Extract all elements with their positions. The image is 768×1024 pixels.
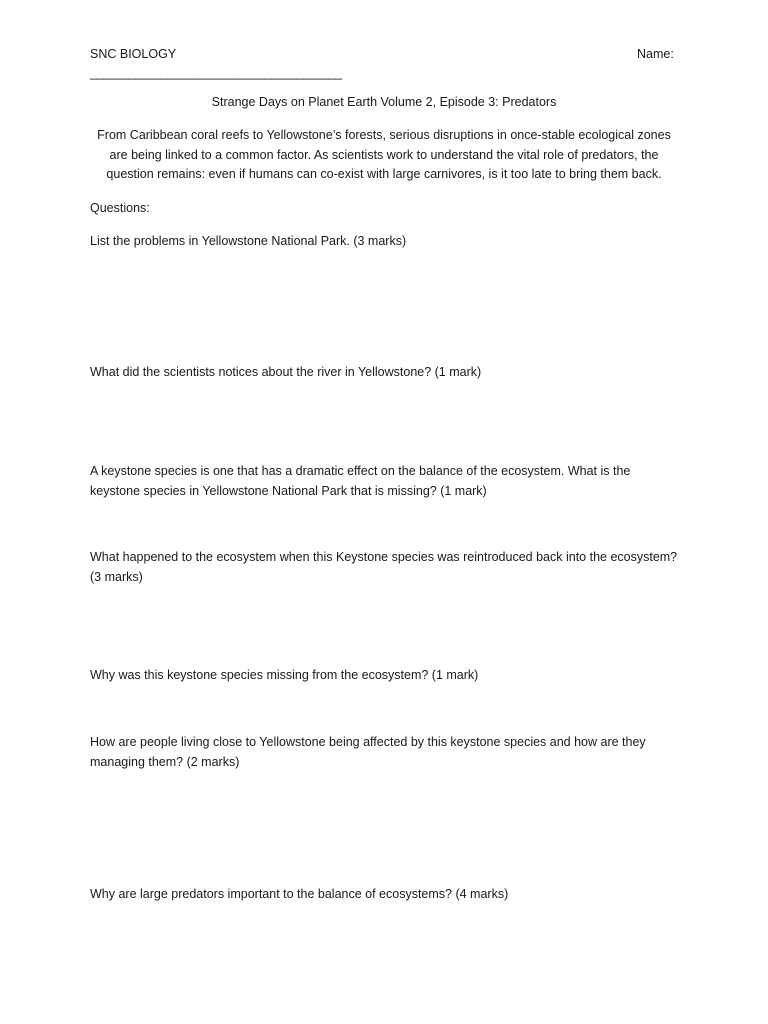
name-label: Name: <box>637 47 674 61</box>
name-blank-line: _______________________________________ <box>90 66 342 80</box>
worksheet-title: Strange Days on Planet Earth Volume 2, Episode 3: Predators <box>211 95 557 109</box>
questions-heading: Questions: <box>90 201 150 215</box>
question-5: Why was this keystone species missing from the ecosystem? (1 mark) <box>90 668 479 682</box>
question-3: A keystone species is one that has a dramatic effect on the balance of the ecosystem. What is the keystone species in Yellowstone National Park that is missing? (1 mark) <box>90 464 631 498</box>
question-6: How are people living close to Yellowstone being affected by this keystone species and how are they managing them? (2 marks) <box>90 735 646 769</box>
question-2: What did the scientists notices about the river in Yellowstone? (1 mark) <box>90 365 482 379</box>
question-7: Why are large predators important to the balance of ecosystems? (4 marks) <box>90 887 509 901</box>
question-4: What happened to the ecosystem when this Keystone species was reintroduced back into the ecosystem? (3 marks) <box>90 550 678 584</box>
question-1: List the problems in Yellowstone National Park. (3 marks) <box>90 234 407 248</box>
intro-paragraph: From Caribbean coral reefs to Yellowstone’s forests, serious disruptions in once-stable ecological zones are being linked to a common factor. As scientists work to understand the vital role of predators, the question remains: even if humans can co-exist with large carnivores, is it too late to bring them back. <box>97 128 671 181</box>
course-label: SNC BIOLOGY <box>90 47 177 61</box>
